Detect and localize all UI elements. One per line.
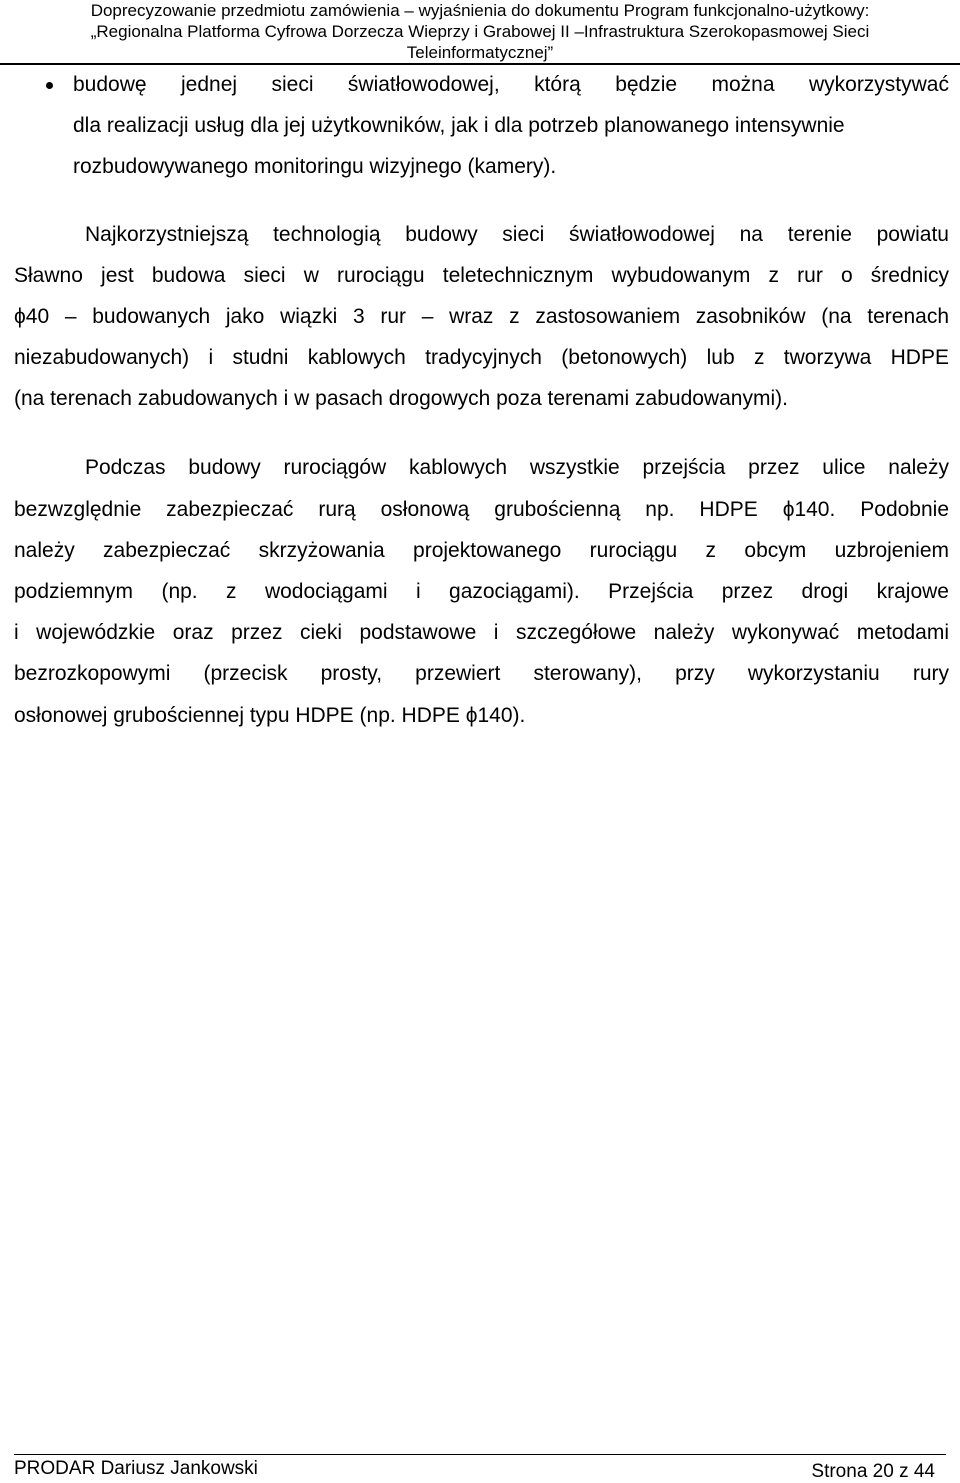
bullet-line: rozbudowywanego monitoringu wizyjnego (kamery). xyxy=(73,155,557,178)
header-divider xyxy=(0,63,960,65)
header-title-line1: Doprecyzowanie przedmiotu zamówienia – wyjaśnienia do dokumentu Program funkcjonalno-użytkowy: xyxy=(90,1,870,20)
header-title-line2: „Regionalna Platforma Cyfrowa Dorzecza Wieprzy i Grabowej II –Infrastruktura Szerokopasmowej Sieci xyxy=(90,22,870,41)
paragraph-line: bezwzględnie zabezpieczać rurą osłonową grubościenną np. HDPE ϕ140. Podobnie xyxy=(14,498,949,521)
paragraph-line: Sławno jest budowa sieci w rurociągu teletechnicznym wybudowanym z rur o średnicy xyxy=(14,264,949,287)
paragraph-line: (na terenach zabudowanych i w pasach drogowych poza terenami zabudowanymi). xyxy=(14,387,788,410)
footer-divider xyxy=(14,1454,946,1455)
page-header xyxy=(0,0,960,63)
paragraph-line: osłonowej grubościennej typu HDPE (np. HDPE ϕ140). xyxy=(14,704,526,727)
paragraph-line: niezabudowanych) i studni kablowych tradycyjnych (betonowych) lub z tworzywa HDPE xyxy=(14,346,949,369)
paragraph-line: należy zabezpieczać skrzyżowania projektowanego rurociągu z obcym uzbrojeniem xyxy=(14,539,949,562)
header-title-line3: Teleinformatycznej” xyxy=(406,43,554,62)
bullet-dot-icon xyxy=(46,82,53,89)
paragraph-line: Najkorzystniejszą technologią budowy sieci światłowodowej na terenie powiatu xyxy=(85,223,949,246)
paragraph-line: podziemnym (np. z wodociągami i gazociągami). Przejścia przez drogi krajowe xyxy=(14,580,949,603)
paragraph-line: ϕ40 – budowanych jako wiązki 3 rur – wraz z zastosowaniem zasobników (na terenach xyxy=(14,305,949,328)
bullet-line: budowę jednej sieci światłowodowej, którą będzie można wykorzystywać xyxy=(73,73,949,96)
paragraph-line: Podczas budowy rurociągów kablowych wszystkie przejścia przez ulice należy xyxy=(85,456,949,479)
footer-author: PRODAR Dariusz Jankowski xyxy=(14,1458,258,1479)
paragraph-line: bezrozkopowymi (przecisk prosty, przewiert sterowany), przy wykorzystaniu rury xyxy=(14,662,949,685)
bullet-line: dla realizacji usług dla jej użytkowników, jak i dla potrzeb planowanego intensywnie xyxy=(73,114,845,137)
paragraph-line: i wojewódzkie oraz przez cieki podstawowe i szczegółowe należy wykonywać metodami xyxy=(14,621,949,644)
footer-page-number: Strona 20 z 44 xyxy=(811,1461,935,1482)
